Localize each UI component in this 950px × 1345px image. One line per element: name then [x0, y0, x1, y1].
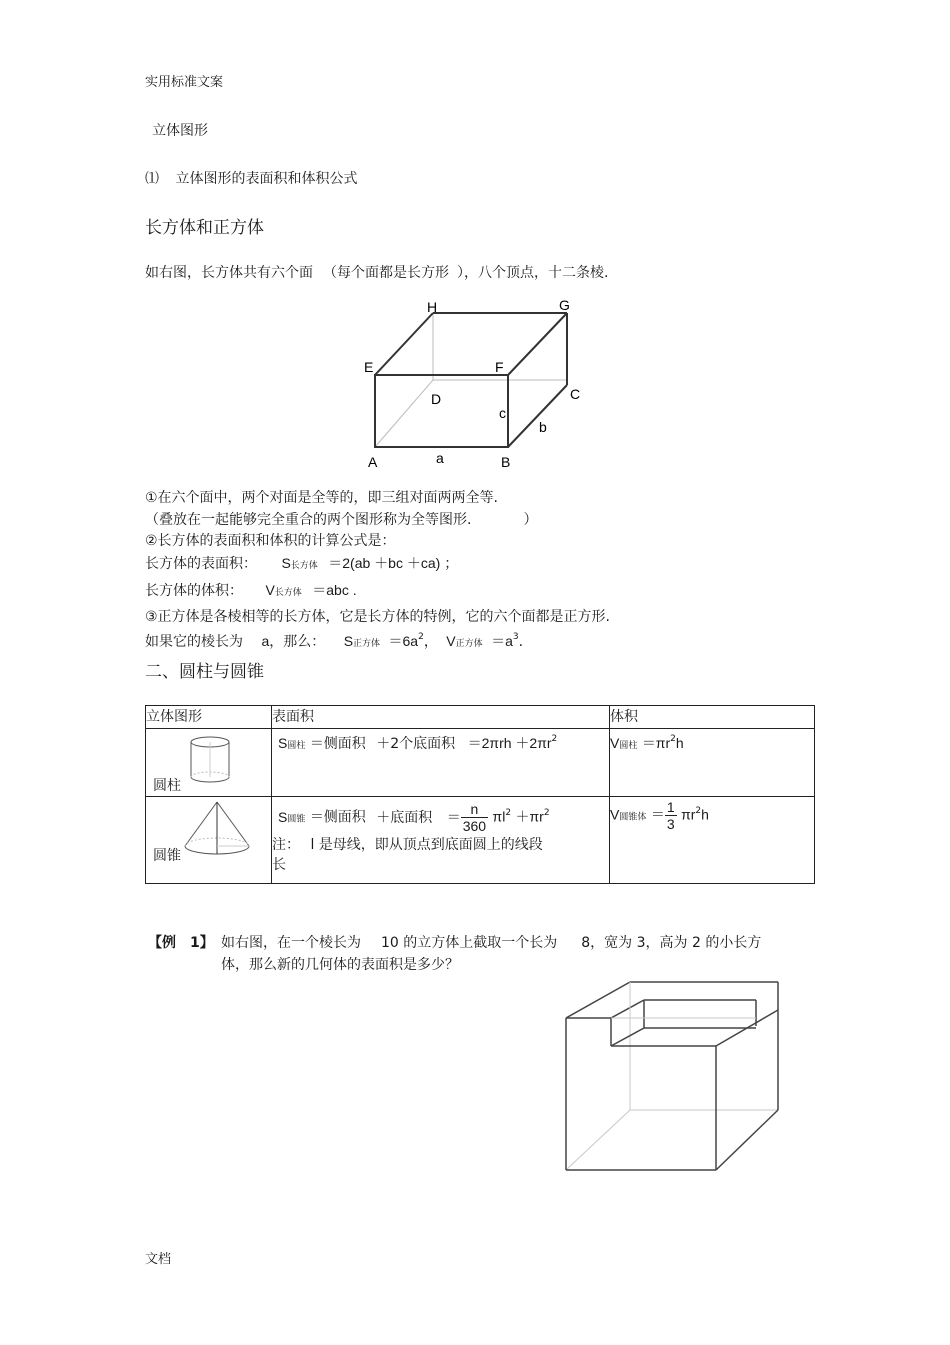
page-footer: 文档 [145, 1252, 172, 1267]
volume-label: 长方体的体积： [145, 583, 243, 599]
cone-volume-subscript: 圆锥体 [619, 812, 647, 823]
cut-cube-diagram [560, 978, 790, 1178]
cone-area-fraction [461, 801, 488, 834]
note-2-text: （叠放在一起能够完全重合的两个图形称为全等图形. [145, 512, 472, 528]
label-H: H [427, 299, 438, 315]
cylinder-figure [188, 733, 248, 789]
cylinder-label: 圆柱 [153, 778, 181, 794]
cone-volume-exponent: 2 [695, 805, 702, 816]
cone-area-subscript: 圆锥 [287, 814, 306, 825]
cube-area-subscript: 正方体 [353, 639, 381, 649]
cylinder-volume-formula [610, 733, 814, 753]
note-3: ②长方体的表面积和体积的计算公式是： [145, 533, 396, 549]
example-line-1c: 8，宽为 3，高为 2 的小长方 [581, 935, 762, 951]
cone-area-symbol: S [278, 808, 288, 825]
cylinder-cone-heading: 二、圆柱与圆锥 [145, 662, 264, 682]
cube-area-exponent: 2 [418, 632, 424, 642]
label-D: D [431, 391, 442, 407]
cube-text-b: a，那么： [261, 633, 326, 649]
label-c: c [499, 405, 506, 421]
table-row-cone [146, 797, 815, 884]
cyl-area-lateral: ＝侧面积 [309, 736, 366, 752]
cube-volume-symbol: V [446, 633, 456, 649]
cone-area-slant-exponent: 2 [505, 807, 512, 818]
cone-volume-symbol: V [610, 806, 620, 823]
subsection-title [145, 168, 357, 188]
cone-volume-expression: πr [681, 806, 696, 823]
cone-note [272, 834, 609, 854]
cuboid-heading: 长方体和正方体 [145, 218, 264, 238]
cube-comma: ， [423, 634, 438, 650]
label-B: B [501, 454, 511, 470]
subsection-number: ⑴ [145, 171, 159, 187]
cuboid-volume-formula [145, 580, 357, 600]
cone-volume-cell [610, 797, 815, 884]
subsection-text: 立体图形的表面积和体积公式 [175, 171, 358, 187]
example-line-1 [221, 932, 761, 952]
area-symbol: S [281, 555, 291, 571]
label-a: a [436, 450, 444, 466]
header-shape: 立体图形 [146, 706, 272, 729]
volume-subscript: 长方体 [274, 588, 302, 598]
cyl-area-exponent: 2 [551, 734, 558, 744]
cone-area-formula [272, 801, 609, 834]
header-area: 表面积 [272, 706, 610, 729]
label-F: F [495, 359, 504, 375]
volume-expression: ＝abc . [312, 582, 357, 598]
cut-cube-visible-edges [566, 982, 778, 1170]
cuboid-area-formula [145, 553, 458, 573]
example-tag: 【例 1】 [148, 935, 214, 951]
cube-formula [145, 631, 523, 651]
cone-area-equals: ＝ [446, 809, 461, 826]
cube-volume-subscript: 正方体 [455, 639, 483, 649]
note-1: ①在六个面中，两个对面是全等的，即三组对面两两全等. [145, 490, 498, 506]
cone-volume-formula [610, 799, 814, 832]
cone-note-prefix: 注： [272, 837, 300, 853]
cyl-volume-symbol: V [610, 735, 620, 751]
page-header: 实用标准文案 [145, 75, 224, 90]
intro-part-a: 如右图，长方体共有六个面 [145, 265, 313, 281]
cone-area-cell [272, 797, 610, 884]
section-title: 立体图形 [152, 123, 208, 139]
cyl-area-expression: ＝2πrh ＋2πr [467, 735, 552, 751]
cube-area-symbol: S [343, 633, 354, 649]
cone-area-base-exponent: 2 [543, 807, 550, 818]
area-expression: ＝2(ab ＋bc ＋ca) ； [328, 555, 459, 571]
area-label: 长方体的表面积： [145, 556, 257, 572]
cube-volume-value: ＝a [491, 633, 513, 649]
label-b: b [539, 419, 547, 435]
cone-volume-numerator: 1 [666, 799, 675, 815]
cube-area-value: ＝6a [388, 633, 419, 649]
cylinder-area-formula [272, 733, 609, 753]
example-line-1a: 如右图，在一个棱长为 [221, 935, 361, 951]
intro-part-c: ），八个顶点，十二条棱. [457, 265, 609, 281]
cyl-area-subscript: 圆柱 [287, 741, 306, 751]
cylinder-shape-cell [146, 729, 272, 797]
cone-area-lateral: ＝侧面积 [309, 809, 366, 826]
cone-label: 圆锥 [153, 848, 181, 864]
cone-figure [181, 800, 251, 862]
note-2-close: ） [523, 512, 538, 528]
label-E: E [364, 359, 374, 375]
label-A: A [368, 454, 378, 470]
cyl-area-symbol: S [278, 735, 288, 751]
cube-volume-exponent: 3 [512, 632, 519, 642]
cylinder-volume-cell [610, 729, 815, 797]
cone-volume-h: h [701, 806, 709, 823]
cone-fraction-denominator: 360 [462, 818, 487, 834]
table-row-cylinder [146, 729, 815, 797]
cone-note-text: l 是母线，即从顶点到底面圆上的线段 [310, 837, 543, 853]
cylinder-area-cell [272, 729, 610, 797]
header-volume: 体积 [610, 706, 815, 729]
volume-symbol: V [265, 582, 275, 598]
cuboid-intro [145, 262, 608, 282]
cone-note-end: 长 [272, 857, 286, 873]
cyl-area-bases: ＋2个底面积 [376, 736, 456, 752]
cone-volume-equals: ＝ [650, 807, 665, 824]
cyl-volume-expression: ＝πr [641, 735, 671, 751]
cone-shape-cell [146, 797, 272, 884]
cone-volume-fraction [665, 799, 677, 832]
cone-area-slant-term: πl [492, 808, 506, 825]
cone-area-base-term: ＋πr [515, 808, 544, 825]
example-line-2: 体，那么新的几何体的表面积是多少？ [221, 957, 459, 973]
cube-period: . [518, 634, 524, 650]
cone-volume-denominator: 3 [666, 816, 675, 832]
example-line-1b: 10 的立方体上截取一个长为 [381, 935, 558, 951]
label-G: G [559, 297, 570, 313]
note-4: ③正方体是各棱相等的长方体，它是长方体的特例，它的六个面都是正方形. [145, 609, 610, 625]
cuboid-diagram [360, 295, 590, 475]
intro-part-b: （每个面都是长方形 [323, 265, 449, 281]
cyl-volume-subscript: 圆柱 [619, 741, 638, 751]
cyl-volume-h: h [675, 735, 684, 751]
label-C: C [570, 386, 581, 402]
cube-text-a: 如果它的棱长为 [145, 634, 243, 650]
cone-area-base: ＋底面积 [376, 809, 433, 826]
table-header-row [146, 706, 815, 729]
note-2 [145, 509, 537, 529]
cyl-volume-exponent: 2 [670, 734, 676, 744]
formula-table [145, 705, 815, 884]
cone-fraction-numerator: n [461, 801, 488, 818]
area-subscript: 长方体 [290, 561, 318, 571]
